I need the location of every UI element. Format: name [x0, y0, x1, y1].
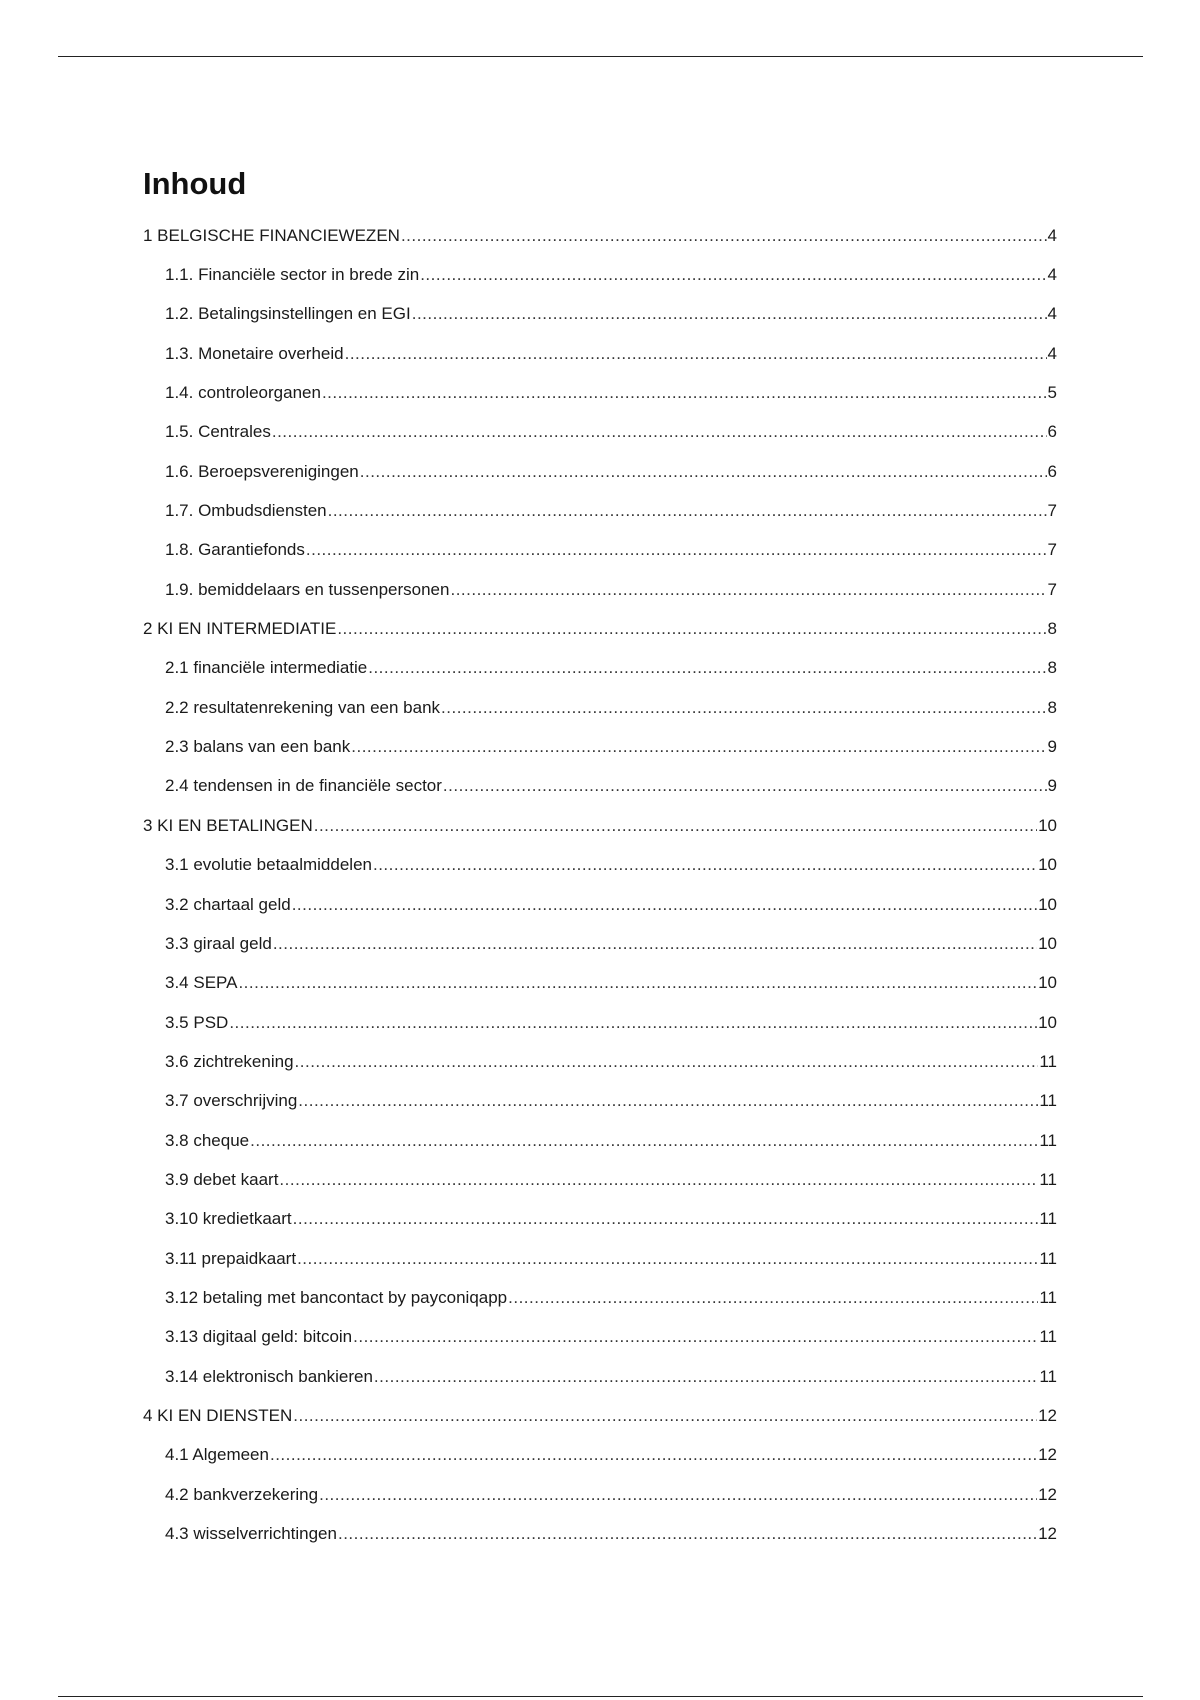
dot-leader — [328, 501, 1047, 521]
toc-entry-page-number: 6 — [1047, 422, 1057, 442]
dot-leader — [508, 1288, 1038, 1308]
toc-entry-page-number: 9 — [1047, 737, 1057, 757]
dot-leader — [373, 855, 1037, 875]
toc-entry[interactable] — [143, 1396, 1057, 1435]
toc-entry-page-number: 8 — [1047, 619, 1057, 639]
toc-entry-page-number: 12 — [1038, 1445, 1057, 1465]
toc-entry-page-number: 11 — [1039, 1130, 1057, 1150]
toc-entry-page-number: 4 — [1047, 304, 1057, 324]
toc-entry-page-number: 10 — [1038, 894, 1057, 914]
dot-leader — [337, 619, 1046, 639]
toc-entry-label: 1.1. Financiële sector in brede zin — [165, 265, 420, 285]
toc-entry-page-number: 7 — [1047, 579, 1057, 599]
dot-leader — [353, 1327, 1038, 1347]
toc-entry-label: 2.2 resultatenrekening van een bank — [165, 697, 441, 717]
dot-leader — [322, 383, 1047, 403]
toc-entry-page-number: 10 — [1038, 933, 1057, 953]
toc-entry[interactable] — [143, 924, 1057, 963]
dot-leader — [229, 1013, 1037, 1033]
toc-entry-page-number: 7 — [1047, 501, 1057, 521]
toc-entry-label: 1.7. Ombudsdiensten — [165, 501, 327, 521]
dot-leader — [450, 580, 1046, 600]
toc-entry[interactable] — [143, 1475, 1057, 1514]
toc-heading: Inhoud — [143, 166, 247, 201]
toc-entry[interactable] — [143, 1082, 1057, 1121]
toc-entry-page-number: 11 — [1039, 1287, 1057, 1307]
toc-entry[interactable] — [143, 846, 1057, 885]
dot-leader — [279, 1170, 1038, 1190]
toc-entry[interactable] — [143, 767, 1057, 806]
toc-entry[interactable] — [143, 1121, 1057, 1160]
toc-entry-page-number: 9 — [1047, 776, 1057, 796]
dot-leader — [412, 304, 1047, 324]
toc-entry[interactable] — [143, 1200, 1057, 1239]
toc-entry-page-number: 12 — [1038, 1524, 1057, 1544]
toc-entry[interactable] — [143, 1318, 1057, 1357]
dot-leader — [293, 1406, 1037, 1426]
toc-entry-label: 3.3 giraal geld — [165, 933, 272, 953]
toc-entry[interactable] — [143, 1514, 1057, 1553]
toc-entry[interactable] — [143, 1003, 1057, 1042]
dot-leader — [368, 658, 1046, 678]
toc-entry-label: 4.1 Algemeen — [165, 1445, 269, 1465]
dot-leader — [338, 1524, 1037, 1544]
toc-entry-label: 1.3. Monetaire overheid — [165, 343, 344, 363]
table-of-contents — [143, 216, 1057, 1554]
dot-leader — [319, 1485, 1037, 1505]
toc-entry-label: 3.7 overschrijving — [165, 1091, 298, 1111]
toc-entry-label: 4.3 wisselverrichtingen — [165, 1524, 337, 1544]
header-rule — [58, 56, 1143, 57]
toc-entry[interactable] — [143, 649, 1057, 688]
toc-entry-label: 1.5. Centrales — [165, 422, 271, 442]
dot-leader — [272, 422, 1047, 442]
dot-leader — [298, 1091, 1038, 1111]
toc-entry[interactable] — [143, 334, 1057, 373]
toc-entry[interactable] — [143, 531, 1057, 570]
dot-leader — [441, 698, 1047, 718]
dot-leader — [295, 1052, 1039, 1072]
toc-entry-label: 3.13 digitaal geld: bitcoin — [165, 1327, 353, 1347]
toc-entry-page-number: 7 — [1047, 540, 1057, 560]
toc-entry-label: 1 BELGISCHE FINANCIEWEZEN — [143, 225, 400, 245]
toc-entry-page-number: 8 — [1047, 658, 1057, 678]
toc-entry-label: 3.10 kredietkaart — [165, 1209, 292, 1229]
toc-entry-label: 1.2. Betalingsinstellingen en EGI — [165, 304, 411, 324]
toc-entry-page-number: 4 — [1047, 343, 1057, 363]
toc-entry-label: 3.12 betaling met bancontact by payconiqapp — [165, 1287, 508, 1307]
toc-entry-page-number: 11 — [1039, 1366, 1057, 1386]
toc-entry[interactable] — [143, 609, 1057, 648]
dot-leader — [273, 934, 1037, 954]
toc-entry[interactable] — [143, 727, 1057, 766]
toc-entry-label: 3.14 elektronisch bankieren — [165, 1366, 373, 1386]
footer-rule — [58, 1696, 1143, 1697]
toc-entry-page-number: 11 — [1039, 1091, 1057, 1111]
dot-leader — [420, 265, 1046, 285]
dot-leader — [306, 540, 1047, 560]
dot-leader — [443, 776, 1047, 796]
dot-leader — [351, 737, 1046, 757]
toc-entry[interactable] — [143, 216, 1057, 255]
toc-entry[interactable] — [143, 491, 1057, 530]
toc-entry[interactable] — [143, 570, 1057, 609]
toc-entry-page-number: 11 — [1039, 1327, 1057, 1347]
dot-leader — [374, 1367, 1038, 1387]
toc-entry[interactable] — [143, 885, 1057, 924]
toc-entry-page-number: 4 — [1047, 265, 1057, 285]
toc-entry[interactable] — [143, 255, 1057, 294]
toc-entry-page-number: 10 — [1038, 855, 1057, 875]
toc-entry[interactable] — [143, 373, 1057, 412]
toc-entry-page-number: 11 — [1039, 1051, 1057, 1071]
toc-entry[interactable] — [143, 452, 1057, 491]
toc-entry-page-number: 11 — [1039, 1209, 1057, 1229]
toc-entry-label: 3.8 cheque — [165, 1130, 250, 1150]
toc-entry-label: 3.6 zichtrekening — [165, 1051, 294, 1071]
toc-entry[interactable] — [143, 1436, 1057, 1475]
toc-entry-label: 1.8. Garantiefonds — [165, 540, 305, 560]
toc-entry-page-number: 12 — [1038, 1484, 1057, 1504]
toc-entry[interactable] — [143, 1239, 1057, 1278]
toc-entry-label: 3.5 PSD — [165, 1012, 229, 1032]
toc-entry-label: 2.3 balans van een bank — [165, 737, 351, 757]
toc-entry-page-number: 4 — [1047, 225, 1057, 245]
toc-entry[interactable] — [143, 295, 1057, 334]
toc-entry-label: 3 KI EN BETALINGEN — [143, 815, 313, 835]
dot-leader — [293, 1209, 1039, 1229]
toc-entry-label: 2 KI EN INTERMEDIATIE — [143, 619, 337, 639]
toc-entry-label: 3.2 chartaal geld — [165, 894, 291, 914]
toc-entry-label: 1.9. bemiddelaars en tussenpersonen — [165, 579, 450, 599]
toc-entry[interactable] — [143, 1278, 1057, 1317]
toc-entry-label: 2.1 financiële intermediatie — [165, 658, 368, 678]
toc-entry-label: 2.4 tendensen in de financiële sector — [165, 776, 442, 796]
dot-leader — [401, 226, 1047, 246]
toc-entry-page-number: 6 — [1047, 461, 1057, 481]
toc-entry-label: 1.4. controleorganen — [165, 383, 321, 403]
dot-leader — [270, 1445, 1037, 1465]
dot-leader — [238, 973, 1037, 993]
toc-entry-page-number: 12 — [1038, 1405, 1057, 1425]
toc-entry-label: 3.4 SEPA — [165, 973, 238, 993]
dot-leader — [250, 1131, 1038, 1151]
dot-leader — [297, 1249, 1038, 1269]
dot-leader — [345, 344, 1047, 364]
toc-entry[interactable] — [143, 806, 1057, 845]
toc-entry-page-number: 11 — [1039, 1248, 1057, 1268]
toc-entry-label: 3.9 debet kaart — [165, 1169, 279, 1189]
toc-entry-page-number: 10 — [1038, 973, 1057, 993]
toc-entry[interactable] — [143, 413, 1057, 452]
toc-entry[interactable] — [143, 964, 1057, 1003]
dot-leader — [292, 895, 1037, 915]
toc-entry[interactable] — [143, 1357, 1057, 1396]
dot-leader — [360, 462, 1047, 482]
toc-entry-page-number: 11 — [1039, 1169, 1057, 1189]
toc-entry-label: 4.2 bankverzekering — [165, 1484, 319, 1504]
toc-entry-page-number: 10 — [1038, 815, 1057, 835]
dot-leader — [314, 816, 1037, 836]
toc-entry-page-number: 5 — [1047, 383, 1057, 403]
toc-entry[interactable] — [143, 1042, 1057, 1081]
toc-entry-page-number: 8 — [1047, 697, 1057, 717]
toc-entry-label: 4 KI EN DIENSTEN — [143, 1405, 293, 1425]
toc-entry-page-number: 10 — [1038, 1012, 1057, 1032]
toc-entry-label: 1.6. Beroepsverenigingen — [165, 461, 359, 481]
toc-entry[interactable] — [143, 1160, 1057, 1199]
toc-entry[interactable] — [143, 688, 1057, 727]
toc-entry-label: 3.11 prepaidkaart — [165, 1248, 297, 1268]
toc-entry-label: 3.1 evolutie betaalmiddelen — [165, 855, 372, 875]
